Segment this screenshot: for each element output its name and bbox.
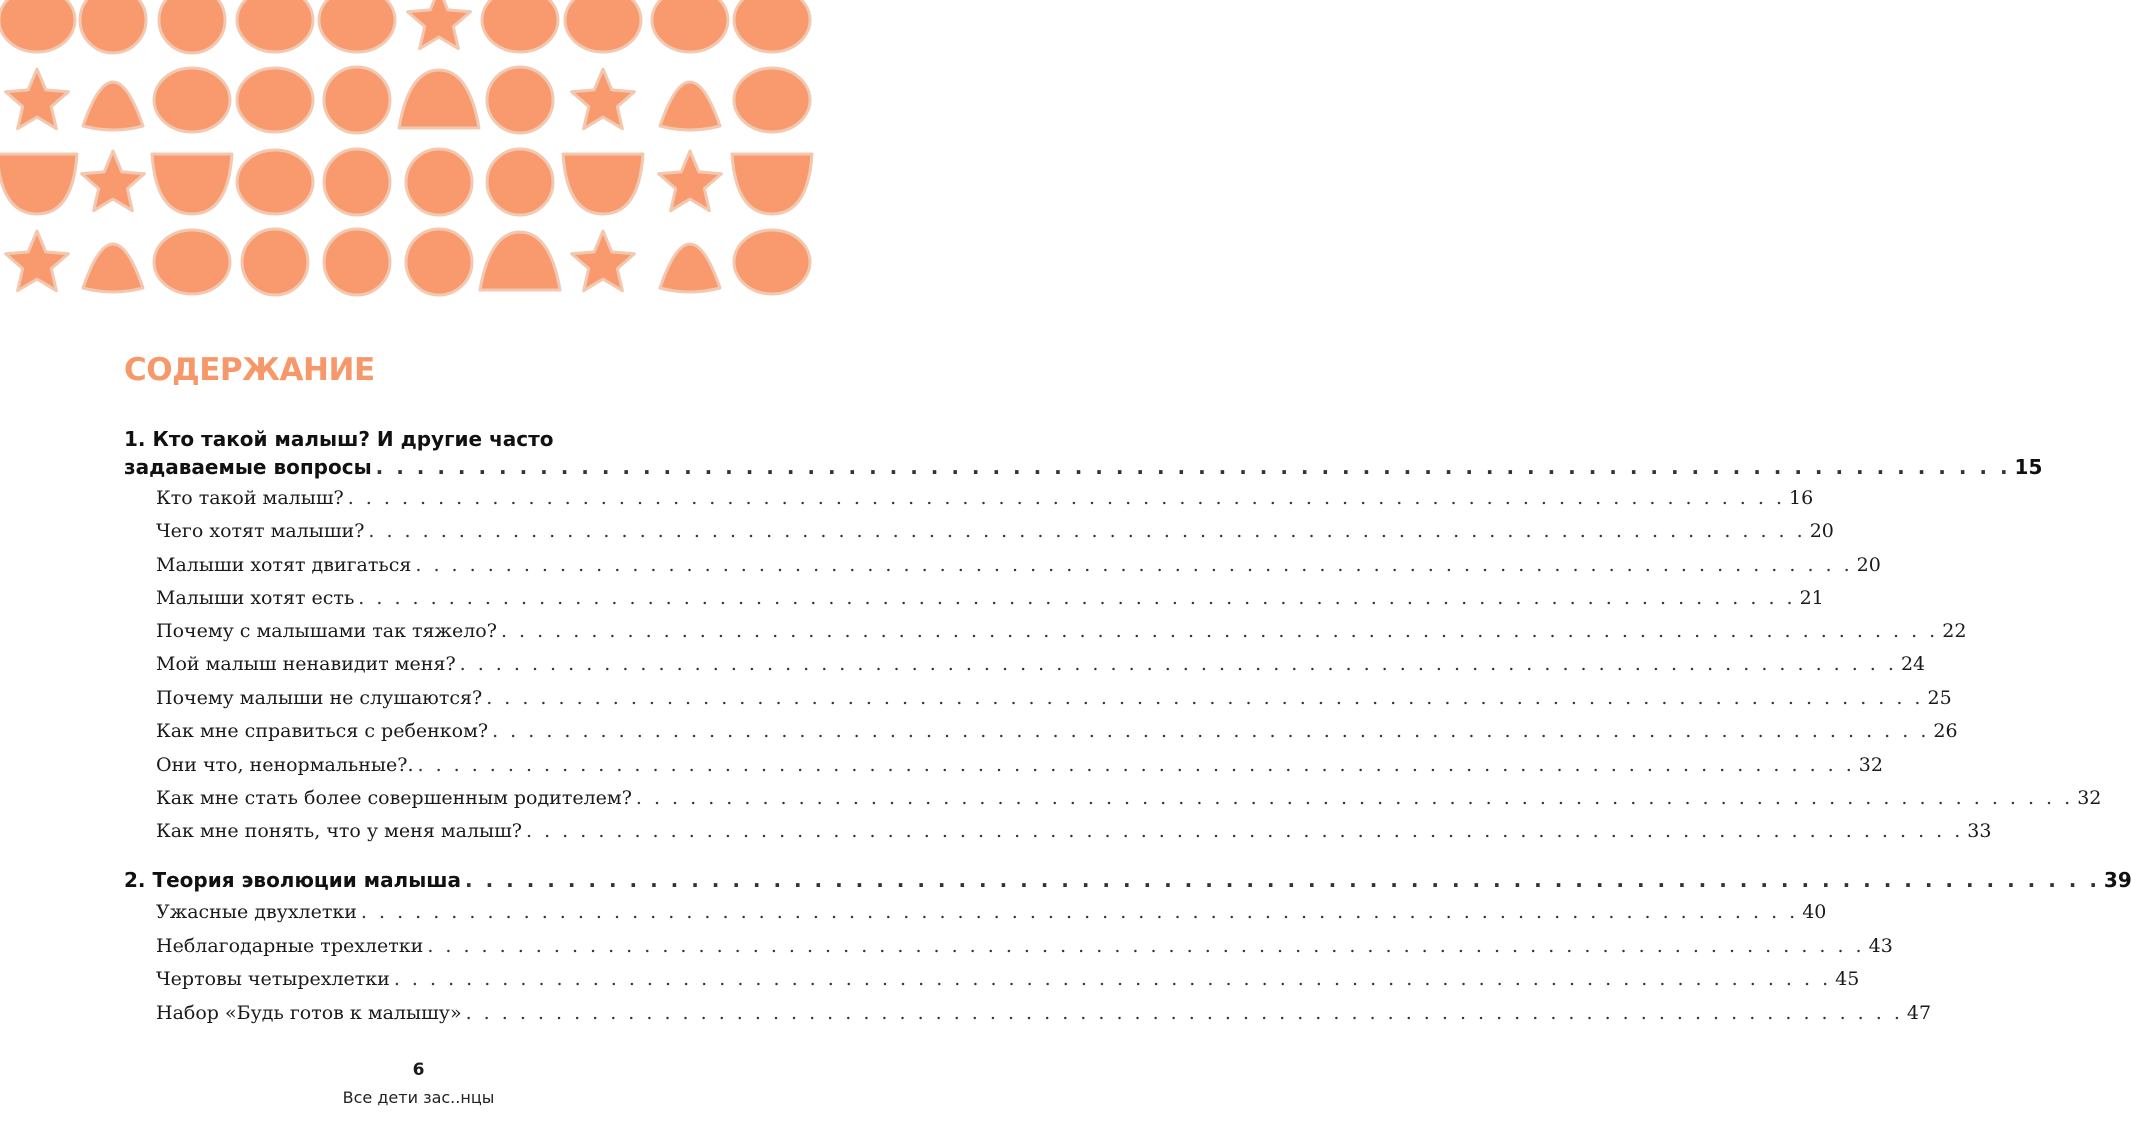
entry-title: Почему малыши не слушаются?	[156, 687, 483, 709]
dot-leader: . . . . . . . . . . . . . . . . . . . . . . . . . . . . . . . . . . . . . . . . . . . . . . . . . . . . . . . . . . . . . . . . . . . . . . . . . . . . . . . .	[368, 520, 1806, 542]
entry-page-number: 45	[1835, 968, 1860, 990]
shield-icon	[732, 154, 812, 214]
ellipse-icon	[154, 230, 230, 294]
entry-page-number: 32	[2077, 787, 2102, 809]
shield-icon	[563, 154, 643, 214]
entry-title: Чертовы четырехлетки	[156, 968, 390, 990]
entry-page-number: 24	[1900, 653, 1926, 675]
ellipse-icon	[565, 0, 641, 52]
circle-icon	[324, 229, 390, 295]
entry-title: Как мне понять, что у меня малыш?	[156, 820, 522, 842]
toc-entry[interactable]	[156, 932, 1893, 960]
toc-entry[interactable]	[156, 751, 1883, 779]
ellipse-icon	[734, 230, 810, 294]
toc-entry[interactable]	[156, 584, 1824, 612]
circle-icon	[242, 229, 308, 295]
entry-page-number: 22	[1942, 620, 1967, 642]
circle-icon	[324, 149, 390, 215]
entry-title: Набор «Будь готов к малышу»	[156, 1002, 462, 1024]
entry-page-number: 26	[1933, 720, 1958, 742]
dot-leader: . . . . . . . . . . . . . . . . . . . . . . . . . . . . . . . . . . . . . . . . . . . . . . . . . . . . . . . . . . . . . . . . . . . . . . . . . . . . . . . .	[358, 587, 1796, 609]
toc-entry[interactable]	[156, 784, 2102, 812]
entry-title: Ужасные двухлетки	[156, 901, 357, 923]
circle-icon	[80, 0, 146, 53]
entry-page-number: 40	[1802, 901, 1827, 923]
toc-entry[interactable]	[156, 517, 1834, 545]
ellipse-icon	[0, 0, 75, 52]
circle-icon	[324, 67, 390, 133]
ellipse-icon	[652, 0, 728, 52]
trapezoid-icon	[480, 232, 560, 290]
dot-leader: . . . . . . . . . . . . . . . . . . . . . . . . . . . . . . . . . . . . . . . . . . . . . . . . . . . . . . . . . . . . . . . . . . . . . . . . . . . . . . . .	[500, 620, 1939, 642]
dot-leader: . . . . . . . . . . . . . . . . . . . . . . . . . . . . . . . . . . . . . . . . . . . . . . . . . . . . . . . . . . . . . . . . . . . . . . . . . . . . . . . .	[486, 687, 1924, 709]
triangle-icon	[660, 244, 720, 292]
circle-icon	[406, 229, 472, 295]
entry-title: Почему с малышами так тяжело?	[156, 620, 497, 642]
entry-title: Малыши хотят двигаться	[156, 554, 412, 576]
star-icon	[572, 69, 635, 129]
toc-entry[interactable]	[156, 898, 1827, 926]
entry-title: Малыши хотят есть	[156, 587, 355, 609]
star-icon	[82, 151, 145, 211]
entry-page-number: 33	[1967, 820, 1992, 842]
entry-page-number: 20	[1809, 520, 1834, 542]
entry-page-number: 47	[1906, 1002, 1932, 1024]
toc-entry[interactable]	[156, 650, 1926, 678]
entry-title: Как мне справиться с ребенком?	[156, 720, 489, 742]
dot-leader: . . . . . . . . . . . . . . . . . . . . . . . . . . . . . . . . . . . . . . . . . . . . . . . . . . . . . . . . . . . . . . . . . . . . . . . . . . . . . . . .	[360, 901, 1799, 923]
star-icon	[408, 0, 471, 49]
dot-leader: . . . . . . . . . . . . . . . . . . . . . . . . . . . . . . . . . . . . . . . . . . . . . . . . . . . . . . . . . . . . . . . . . . . . . . . . . . . . . . . .	[427, 935, 1865, 957]
circle-icon	[487, 149, 553, 215]
star-icon	[6, 231, 69, 291]
ellipse-icon	[237, 68, 313, 132]
page-title: СОДЕРЖАНИЕ	[124, 352, 375, 388]
ellipse-icon	[734, 0, 810, 52]
chapter-title-line2: задаваемые вопросы	[124, 455, 372, 479]
toc-entry[interactable]	[156, 684, 1952, 712]
entry-title: Мой малыш ненавидит меня?	[156, 653, 456, 675]
chapter-page-number: 39	[2103, 868, 2132, 892]
ellipse-icon	[154, 68, 230, 132]
toc-entry[interactable]	[156, 999, 1932, 1027]
dot-leader: . . . . . . . . . . . . . . . . . . . . . . . . . . . . . . . . . . . . . . . . . . . . . . . . . . . . . . . . . . . . . . . . . . . . . . . . . . . . . . . .	[465, 1002, 1903, 1024]
chapter-title-line1: 1. Кто такой малыш? И другие часто	[124, 427, 554, 451]
entry-title: Кто такой малыш?	[156, 487, 344, 509]
chapter-page-number: 15	[2014, 455, 2043, 479]
trapezoid-icon	[399, 70, 479, 128]
dot-leader: . . . . . . . . . . . . . . . . . . . . . . . . . . . . . . . . . . . . . . . . . . . . . . . . . . . . . . . . . . . . . . . . . . . . . . . . . . . . . . . .	[459, 653, 1897, 675]
toc-entry[interactable]	[156, 817, 1992, 845]
dot-leader: . . . . . . . . . . . . . . . . . . . . . . . . . . . . . . . . . . . . . . . . . . . . . . . . . . . . . . . . . . . . . . . . . . . . . . . . . . . . . . . .	[393, 968, 1832, 990]
dot-leader: . . . . . . . . . . . . . . . . . . . . . . . . . . . . . . . . . . . . . . . . . . . . . . . . . . . . . . . . . . . . . . . . . . . . . . . . . . . . . . . .	[635, 787, 2074, 809]
entry-title: Они что, ненормальные?.	[156, 754, 414, 776]
dot-leader: . . . . . . . . . . . . . . . . . . . . . . . . . . . . . . . . . . . . . . . . . . . . . . . . . . . . . . . . . . . . . . . . . . . . . . . . . . . . . . . .	[526, 820, 1964, 842]
ellipse-icon	[734, 68, 810, 132]
circle-icon	[406, 149, 472, 215]
entry-page-number: 21	[1799, 587, 1824, 609]
circle-icon	[159, 0, 225, 53]
entry-title: Неблагодарные трехлетки	[156, 935, 424, 957]
dot-leader: . . . . . . . . . . . . . . . . . . . . . . . . . . . . . . . . . . . . . . . . . . . . . . . . . . . . . . . . . . . . . . . . . . . . . . . . . . . . . . . .	[415, 554, 1853, 576]
toc-entry[interactable]	[156, 551, 1881, 579]
dot-leader: . . . . . . . . . . . . . . . . . . . . . . . . . . . . . . . . . . . . . . . . . . . . . . . . . . . . . . . . . . . . . . . . . . . . . . . . . . . . . . . .	[347, 487, 1785, 509]
star-icon	[659, 151, 722, 211]
toc-entry[interactable]	[156, 617, 1967, 645]
star-icon	[6, 69, 69, 129]
ellipse-icon	[319, 0, 395, 52]
decorative-shape-pattern	[0, 0, 837, 300]
entry-page-number: 32	[1858, 754, 1883, 776]
ellipse-icon	[237, 0, 313, 52]
entry-page-number: 16	[1789, 487, 1814, 509]
ellipse-icon	[482, 0, 558, 52]
chapter-title: 2. Теория эволюции малыша	[124, 868, 462, 892]
book-title: Все дети зас..нцы	[342, 1088, 495, 1107]
shield-icon	[152, 154, 232, 214]
toc-chapter-1[interactable]	[124, 425, 2043, 481]
toc-entry[interactable]	[156, 717, 1958, 745]
shield-icon	[0, 154, 77, 214]
ellipse-icon	[237, 150, 313, 214]
entry-page-number: 25	[1927, 687, 1952, 709]
triangle-icon	[83, 244, 143, 292]
toc-chapter-2[interactable]	[124, 866, 2132, 894]
triangle-icon	[660, 82, 720, 130]
star-icon	[572, 231, 635, 291]
triangle-icon	[83, 82, 143, 130]
dot-leader: . . . . . . . . . . . . . . . . . . . . . . . . . . . . . . . . . . . . . . . . . . . . . . . . . . . . . . . . . . . . . . . . . . . . . . . . . . . . . . . .	[465, 868, 2100, 892]
entry-page-number: 20	[1856, 554, 1881, 576]
entry-title: Как мне стать более совершенным родителем?	[156, 787, 632, 809]
entry-title: Чего хотят малыши?	[156, 520, 365, 542]
dot-leader: . . . . . . . . . . . . . . . . . . . . . . . . . . . . . . . . . . . . . . . . . . . . . . . . . . . . . . . . . . . . . . . . . . . . . . . . . . . . . . . .	[375, 455, 2011, 479]
entry-page-number: 43	[1868, 935, 1893, 957]
dot-leader: . . . . . . . . . . . . . . . . . . . . . . . . . . . . . . . . . . . . . . . . . . . . . . . . . . . . . . . . . . . . . . . . . . . . . . . . . . . . . . . .	[417, 754, 1855, 776]
toc-entry[interactable]	[156, 965, 1860, 993]
toc-entry[interactable]	[156, 484, 1814, 512]
circle-icon	[487, 67, 553, 133]
page-number: 6	[412, 1060, 425, 1080]
dot-leader: . . . . . . . . . . . . . . . . . . . . . . . . . . . . . . . . . . . . . . . . . . . . . . . . . . . . . . . . . . . . . . . . . . . . . . . . . . . . . . . .	[492, 720, 1930, 742]
